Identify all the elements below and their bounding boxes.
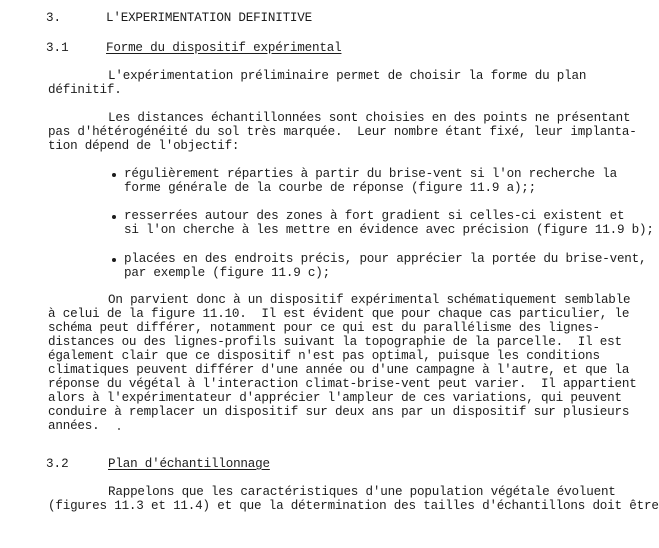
bullet-icon (112, 258, 116, 262)
paragraph-line: conduire à remplacer un dispositif sur deux ans par un dispositif sur plusieurs (48, 405, 630, 419)
paragraph-line: Les distances échantillonnées sont choisies en des points ne présentant (108, 111, 631, 125)
subsection-title: Forme du dispositif expérimental (106, 41, 342, 55)
bullet-line: forme générale de la courbe de réponse (figure 11.9 a);; (124, 181, 537, 195)
paragraph-line: alors à l'expérimentateur d'apprécier l'ampleur de ces variations, qui peuvent (48, 391, 622, 405)
paragraph-line: à celui de la figure 11.10. Il est évident que pour chaque cas particulier, le (48, 307, 630, 321)
paragraph-line: distances ou des lignes-profils suivant la topographie de la parcelle. Il est (48, 335, 622, 349)
section-title: L'EXPERIMENTATION DEFINITIVE (106, 11, 313, 25)
paragraph-line: On parvient donc à un dispositif expérimental schématiquement semblable (108, 293, 631, 307)
bullet-line: placées en des endroits précis, pour apprécier la portée du brise-vent, (124, 252, 647, 266)
paragraph-line: pas d'hétérogénéité du sol très marquée. Leur nombre étant fixé, leur implanta- (48, 125, 637, 139)
bullet-line: régulièrement réparties à partir du brise-vent si l'on recherche la (124, 167, 617, 181)
paragraph-line: L'expérimentation préliminaire permet de choisir la forme du plan (108, 69, 587, 83)
paragraph-line: également clair que ce dispositif n'est pas optimal, puisque les conditions (48, 349, 600, 363)
scan-speck (118, 428, 120, 430)
paragraph-line: tion dépend de l'objectif: (48, 139, 240, 153)
bullet-icon (112, 173, 116, 177)
subsection-number: 3.1 (46, 41, 69, 55)
bullet-line: resserrées autour des zones à fort gradient si celles-ci existent et (124, 209, 625, 223)
bullet-icon (112, 215, 116, 219)
paragraph-line: (figures 11.3 et 11.4) et que la détermination des tailles d'échantillons doit être (48, 499, 659, 513)
bullet-line: par exemple (figure 11.9 c); (124, 266, 331, 280)
section-number: 3. (46, 11, 62, 25)
bullet-line: si l'on cherche à les mettre en évidence avec précision (figure 11.9 b); (124, 223, 654, 237)
paragraph-line: années. (48, 419, 100, 433)
paragraph-line: schéma peut différer, notamment pour ce qui est du parallélisme des lignes- (48, 321, 600, 335)
paragraph-line: Rappelons que les caractéristiques d'une population végétale évoluent (108, 485, 616, 499)
subsection-number: 3.2 (46, 457, 69, 471)
subsection-title: Plan d'échantillonnage (108, 457, 270, 471)
paragraph-line: réponse du végétal à l'interaction climat-brise-vent peut varier. Il appartient (48, 377, 637, 391)
paragraph-line: définitif. (48, 83, 122, 97)
paragraph-line: climatiques peuvent différer d'une année ou d'une campagne à l'autre, et que la (48, 363, 630, 377)
